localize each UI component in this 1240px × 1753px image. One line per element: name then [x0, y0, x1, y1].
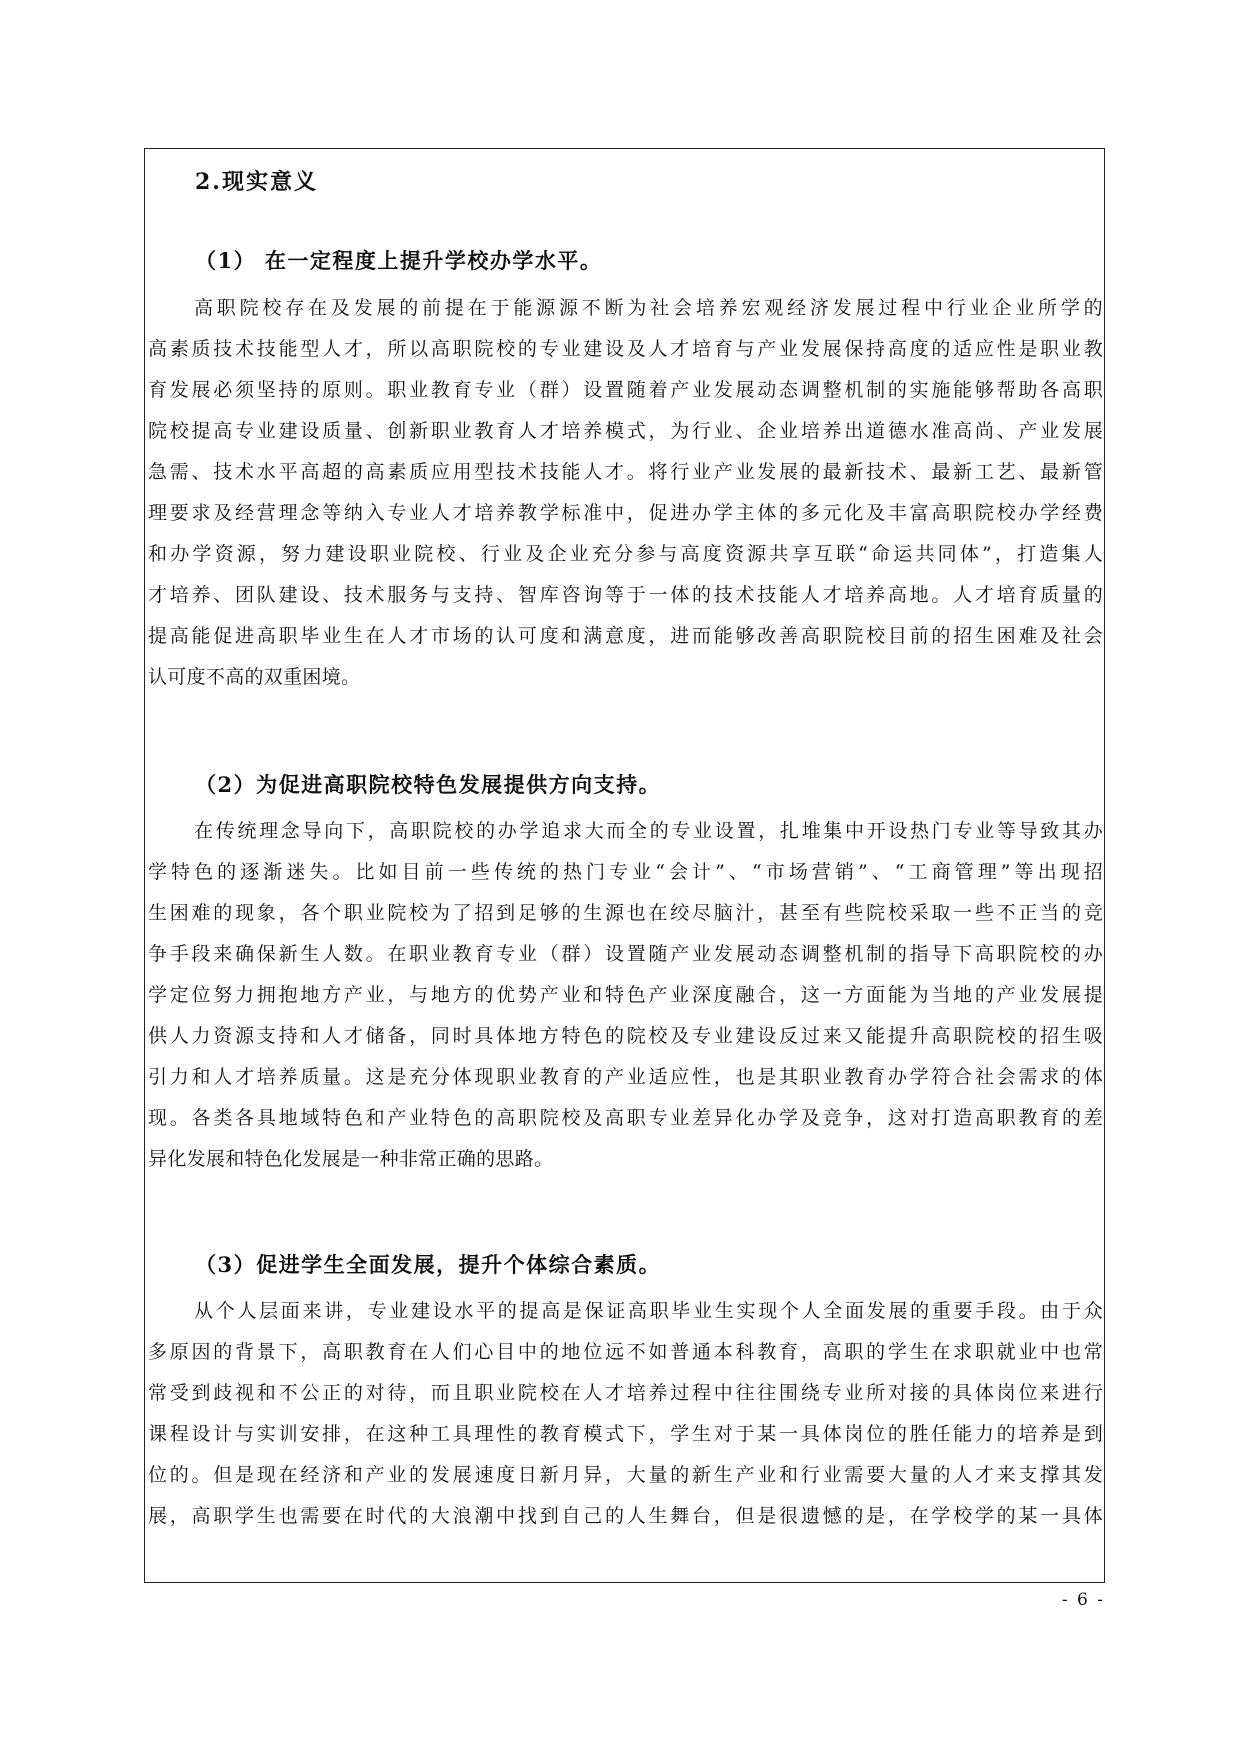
subsection-heading-2: （2）为促进高职院校特色发展提供方向支持。 [195, 772, 662, 797]
page-number: - 6 - [1061, 1590, 1105, 1610]
text-line: 和办学资源，努力建设职业院校、行业及企业充分参与高度资源共享互联“命运共同体”，打造集人 [148, 543, 1103, 565]
paragraph-2 [145, 811, 1105, 1180]
text-line: 供人力资源支持和人才储备，同时具体地方特色的院校及专业建设反过来又能提升高职院校的招生吸 [148, 1025, 1103, 1047]
text-line: 多原因的背景下，高职教育在人们心目中的地位远不如普通本科教育，高职的学生在求职就业中也常 [148, 1341, 1103, 1363]
paragraph-3 [145, 1291, 1105, 1537]
text-line: 异化发展和特色化发展是一种非常正确的思路。 [148, 1148, 554, 1170]
text-line: 学特色的逐渐迷失。比如目前一些传统的热门专业“会计”、“市场营销”、“工商管理”等出现招 [148, 861, 1103, 883]
text-line: 育发展必须坚持的原则。职业教育专业（群）设置随着产业发展动态调整机制的实施能够帮助各高职 [148, 379, 1103, 401]
text-line: 急需、技术水平高超的高素质应用型技术技能人才。将行业产业发展的最新技术、最新工艺、最新管 [148, 461, 1103, 483]
text-line: 提高能促进高职毕业生在人才市场的认可度和满意度，进而能够改善高职院校目前的招生困难及社会 [148, 625, 1103, 647]
subsection-heading-3: （3）促进学生全面发展，提升个体综合素质。 [195, 1252, 662, 1277]
text-line: 引力和人才培养质量。这是充分体现职业教育的产业适应性，也是其职业教育办学符合社会需求的体 [148, 1066, 1103, 1088]
text-line: 学定位努力拥抱地方产业，与地方的优势产业和特色产业深度融合，这一方面能为当地的产业发展提 [148, 984, 1103, 1006]
text-line: 院校提高专业建设质量、创新职业教育人才培养模式，为行业、企业培养出道德水准高尚、产业发展 [148, 420, 1103, 442]
text-line: 常受到歧视和不公正的对待，而且职业院校在人才培养过程中往往围绕专业所对接的具体岗位来进行 [148, 1382, 1103, 1404]
text-line: 认可度不高的双重困境。 [148, 666, 361, 688]
text-line: 高素质技术技能型人才，所以高职院校的专业建设及人才培育与产业发展保持高度的适应性是职业教 [148, 338, 1103, 360]
text-line: 在传统理念导向下，高职院校的办学追求大而全的专业设置，扎堆集中开设热门专业等导致其办 [194, 820, 1103, 842]
document-frame [144, 148, 1105, 1583]
subsection-heading-1: （1） 在一定程度上提升学校办学水平。 [195, 248, 603, 273]
section-heading: 2.现实意义 [195, 169, 318, 195]
text-line: 理要求及经营理念等纳入专业人才培养教学标准中，促进办学主体的多元化及丰富高职院校办学经费 [148, 502, 1103, 524]
text-line: 展，高职学生也需要在时代的大浪潮中找到自己的人生舞台，但是很遗憾的是，在学校学的某一具体 [148, 1505, 1103, 1527]
text-line: 从个人层面来讲，专业建设水平的提高是保证高职毕业生实现个人全面发展的重要手段。由于众 [194, 1300, 1103, 1322]
text-line: 现。各类各具地域特色和产业特色的高职院校及高职专业差异化办学及竞争，这对打造高职教育的差 [148, 1107, 1103, 1129]
text-line: 争手段来确保新生人数。在职业教育专业（群）设置随产业发展动态调整机制的指导下高职院校的办 [148, 943, 1103, 965]
text-line: 高职院校存在及发展的前提在于能源源不断为社会培养宏观经济发展过程中行业企业所学的 [194, 297, 1103, 319]
text-line: 才培养、团队建设、技术服务与支持、智库咨询等于一体的技术技能人才培养高地。人才培育质量的 [148, 584, 1103, 606]
text-line: 课程设计与实训安排，在这种工具理性的教育模式下，学生对于某一具体岗位的胜任能力的培养是到 [148, 1423, 1103, 1445]
paragraph-1 [145, 288, 1105, 698]
text-line: 位的。但是现在经济和产业的发展速度日新月异，大量的新生产业和行业需要大量的人才来支撑其发 [148, 1464, 1103, 1486]
text-line: 生困难的现象，各个职业院校为了招到足够的生源也在绞尽脑汁，甚至有些院校采取一些不正当的竞 [148, 902, 1103, 924]
